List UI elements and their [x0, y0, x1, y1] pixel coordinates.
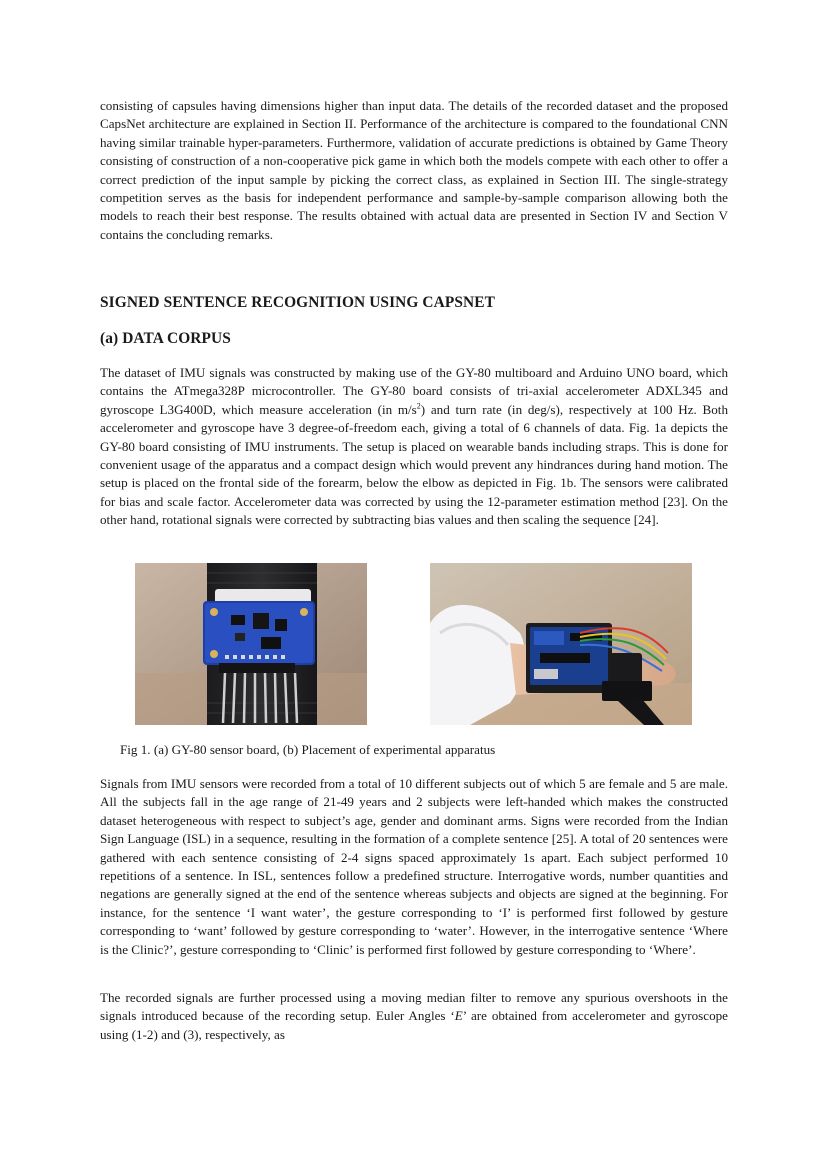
- figure-caption: Fig 1. (a) GY-80 sensor board, (b) Placement of experimental apparatus: [120, 742, 496, 757]
- apparatus-placement-photo: [430, 563, 692, 725]
- processing-paragraph: [100, 989, 728, 1044]
- euler-symbol: E: [454, 1008, 463, 1024]
- gy80-board-photo: [135, 563, 367, 725]
- signals-paragraph: Signals from IMU sensors were recorded from a total of 10 different subjects out of which 5 are female and 5 are male. All the subjects fall in the age range of 21-49 years and 2 subjects were left-handed which makes the constructed dataset heterogeneous with respect to subject’s age, gender and dominant arms. Signs were recorded from the Indian Sign Language (ISL) in a sequence, resulting in the formation of a complete sentence [25]. A total of 20 sentences were gathered with each sentence consisting of 2-4 signs spaced approximately 1s apart. Each subject performed 10 repetitions of a sentence. In ISL, sentences follow a predefined structure. Interrogative words, number quantities and negations are generally signed at the end of the sentence whereas subjects and objects are signed at the beginning. For instance, for the sentence ‘I want water’, the gesture corresponding to ‘I’ is performed first followed by gesture corresponding to ‘want’ followed by gesture corresponding to ‘water’. However, in the interrogative sentence ‘Where is the Clinic?’, gesture corresponding to ‘Clinic’ is performed first followed by gesture corresponding to ‘Where’.: [100, 776, 728, 957]
- data-corpus-text-a: The dataset of IMU signals was constructed by making use of the GY-80 multiboard and Arduino UNO board, which contains the ATmega328P microcontroller. The GY-80 board consists of tri-axial accelerometer ADXL345 and gyroscope L3G400D, which measure acceleration (in m/s: [100, 365, 728, 417]
- data-corpus-text-b: ) and turn rate (in deg/s), respectively at 100 Hz. Both accelerometer and gyroscope have 3 degree-of-freedom each, giving a total of 6 channels of data. Fig. 1a depicts the GY-80 board consisting of IMU instruments. The setup is placed on wearable bands including straps. This is done for convenient usage of the apparatus and a compact design which would prevent any hindrances during hand motion. The setup is placed on the frontal side of the forearm, below the elbow as depicted in Fig. 1b. The sensors were calibrated for bias and scale factor. Accelerometer data was corrected by using the 12-parameter estimation method [23]. On the other hand, rotational signals were corrected by subtracting bias values and then scaling the sequence [24].: [100, 401, 728, 528]
- figure-1b-image: [430, 563, 692, 725]
- figure-1: [135, 563, 695, 725]
- superscript-2: 2: [416, 401, 421, 411]
- figure-1a-image: [135, 563, 367, 725]
- subsection-heading: (a) DATA CORPUS: [100, 330, 231, 347]
- intro-paragraph: consisting of capsules having dimensions higher than input data. The details of the recorded dataset and the proposed CapsNet architecture are explained in Section II. Performance of the architecture is compared to the foundational CNN having similar trainable hyper-parameters. Furthermore, validation of accurate predictions is obtained by Game Theory consisting of construction of a non-cooperative pick game in which both the models compete with each other to offer a correct prediction of the input sample by picking the correct class, as explained in Section III. The single-strategy competition serves as the basis for independent performance and sample-by-sample comparison allowing both the models to reach their best response. The results obtained with actual data are presented in Section IV and Section V contains the concluding remarks.: [100, 98, 728, 242]
- data-corpus-paragraph: [100, 364, 728, 530]
- processing-text-b: ’ are obtained from accelerometer and gyroscope using (1-2) and (3), respectively, as: [100, 1008, 728, 1042]
- processing-text-a: The recorded signals are further processed using a moving median filter to remove any spurious overshoots in the signals introduced because of the recording setup. Euler Angles ‘: [100, 990, 728, 1024]
- section-heading: SIGNED SENTENCE RECOGNITION USING CAPSNET: [100, 294, 495, 311]
